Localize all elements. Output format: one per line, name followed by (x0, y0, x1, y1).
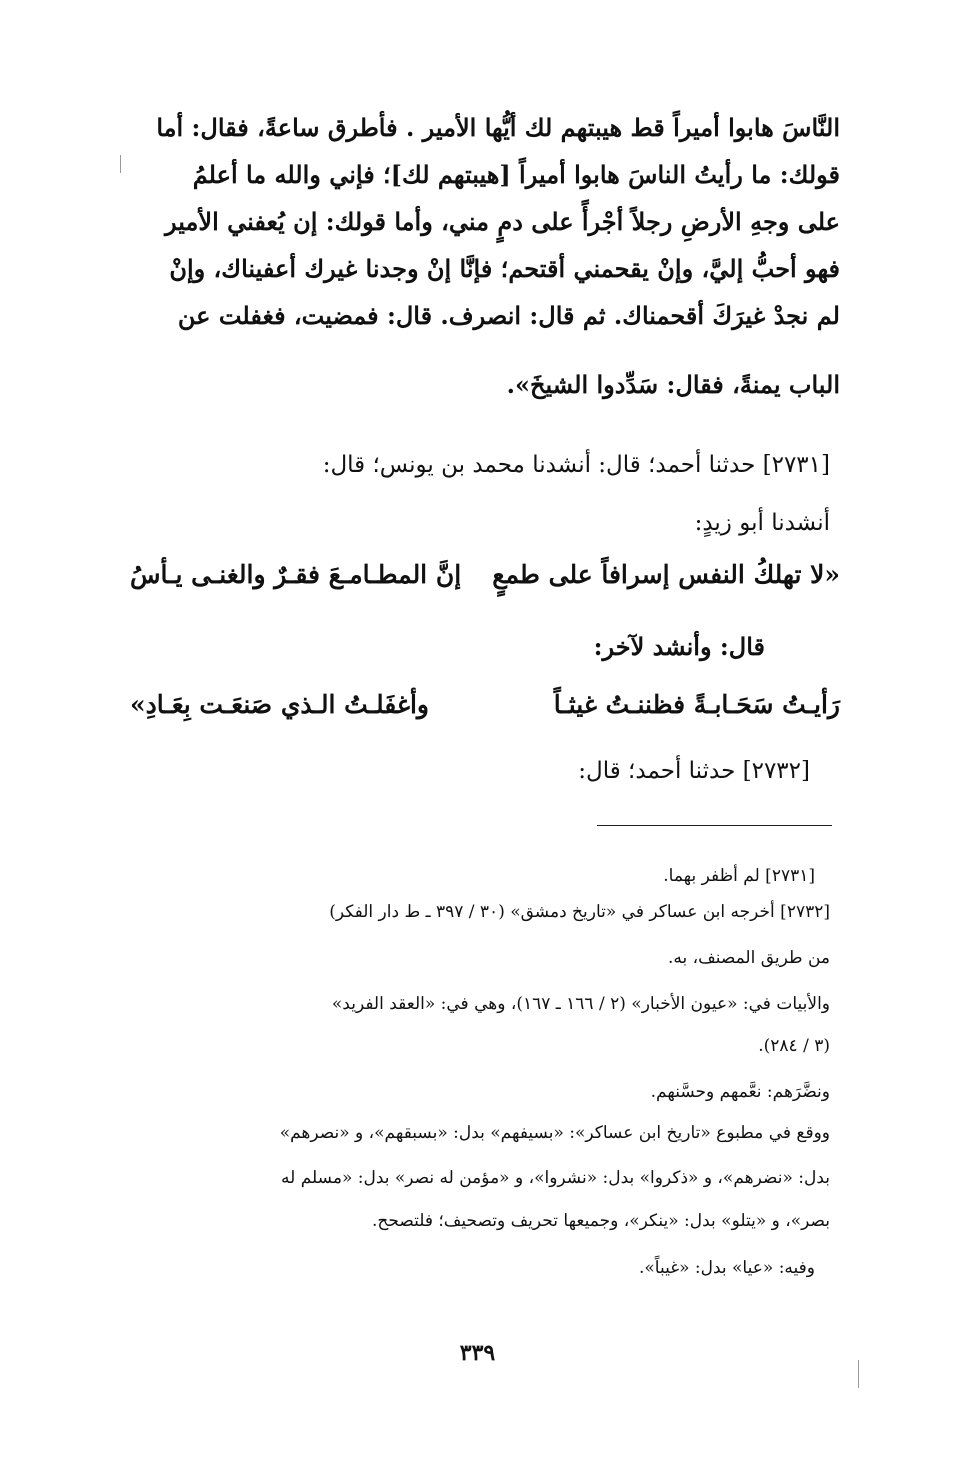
footnote-line-3: من طريق المصنف، به. (667, 948, 830, 968)
page-number: ٣٣٩ (459, 1340, 496, 1366)
footnote-line-2: [٢٧٣٢] أخرجه ابن عساكر في «تاريخ دمشق» (٣٠ / ٣٩٧ ـ ط دار الفكر) (329, 902, 830, 922)
hadith-2731-line-1: [٢٧٣١] حدثنا أحمد؛ قال: أنشدنا محمد بن يونس؛ قال: (322, 452, 830, 478)
main-line-6: الباب يمنةً، فقال: سَدِّدوا الشيخَ». (506, 370, 840, 399)
footnote-line-9: بصر»، و «يتلو» بدل: «ينكر»، وجميعها تحريف وتصحيف؛ فلتصحح. (372, 1211, 830, 1231)
footnote-line-5: (٣ / ٢٨٤). (758, 1036, 830, 1056)
footnote-separator (597, 825, 832, 826)
footnote-line-7: ووقع في مطبوع «تاريخ ابن عساكر»: «بسيفهم» بدل: «بسبقهم»، و «نصرهم» (279, 1123, 830, 1143)
verse-2-second-hemistich: وأغفَلـتُ الـذي صَنعَـت بِعَـادِ» (130, 690, 429, 719)
main-line-3: على وجهِ الأرضِ رجلاً أجْرأً على دمٍ مني، وأما قولك: إن يُعفني الأمير (165, 207, 840, 236)
hadith-2732-heading: [٢٧٣٢] حدثنا أحمد؛ قال: (578, 758, 810, 784)
footnote-line-8: بدل: «نضرهم»، و «ذكروا» بدل: «نشروا»، و «مؤمن له نصر» بدل: «مسلم له (281, 1168, 830, 1188)
main-line-5: لم نجدْ غيرَكَ أقحمناك. ثم قال: انصرف. قال: فمضيت، فغفلت عن (177, 301, 840, 330)
footnote-line-1: [٢٧٣١] لم أظفر بهما. (663, 866, 815, 886)
main-line-4: فهو أحبُّ إليَّ، وإنْ يقحمني أقتحم؛ فإنَّا إنْ وجدنا غيرك أعفيناك، وإنْ (169, 254, 840, 283)
scan-margin-mark (120, 155, 121, 173)
main-line-2: قولك: ما رأيتُ الناسَ هابوا أميراً [هيبتهم لك]؛ فإني والله ما أعلمُ (192, 160, 840, 189)
main-line-1: النَّاسَ هابوا أميراً قط هيبتهم لك أيُّها الأمير . فأطرق ساعةً، فقال: أما (156, 113, 840, 142)
footnote-line-6: ونضَّرَهم: نعَّمهم وحسَّنهم. (650, 1082, 830, 1102)
verse-2-first-hemistich: رَأيـتُ سَحَـابـةً فظننـتُ غيثـاً (553, 690, 840, 719)
verse-intro: قال: وأنشد لآخر: (593, 632, 765, 661)
hadith-2731-line-2: أنشدنا أبو زيدٍ: (694, 510, 830, 536)
verse-1-second-hemistich: إنَّ المطـامـعَ فقـرٌ والغنـى يـأسُ (130, 560, 462, 589)
footnote-line-10: وفيه: «عيا» بدل: «غيباً». (638, 1258, 815, 1278)
scan-margin-mark (858, 1360, 859, 1388)
footnote-line-4: والأبيات في: «عيون الأخبار» (٢ / ١٦٦ ـ ١٦٧)، وهي في: «العقد الفريد» (331, 994, 830, 1014)
verse-1-first-hemistich: «لا تهلكُ النفس إسرافاً على طمعٍ (492, 560, 840, 589)
